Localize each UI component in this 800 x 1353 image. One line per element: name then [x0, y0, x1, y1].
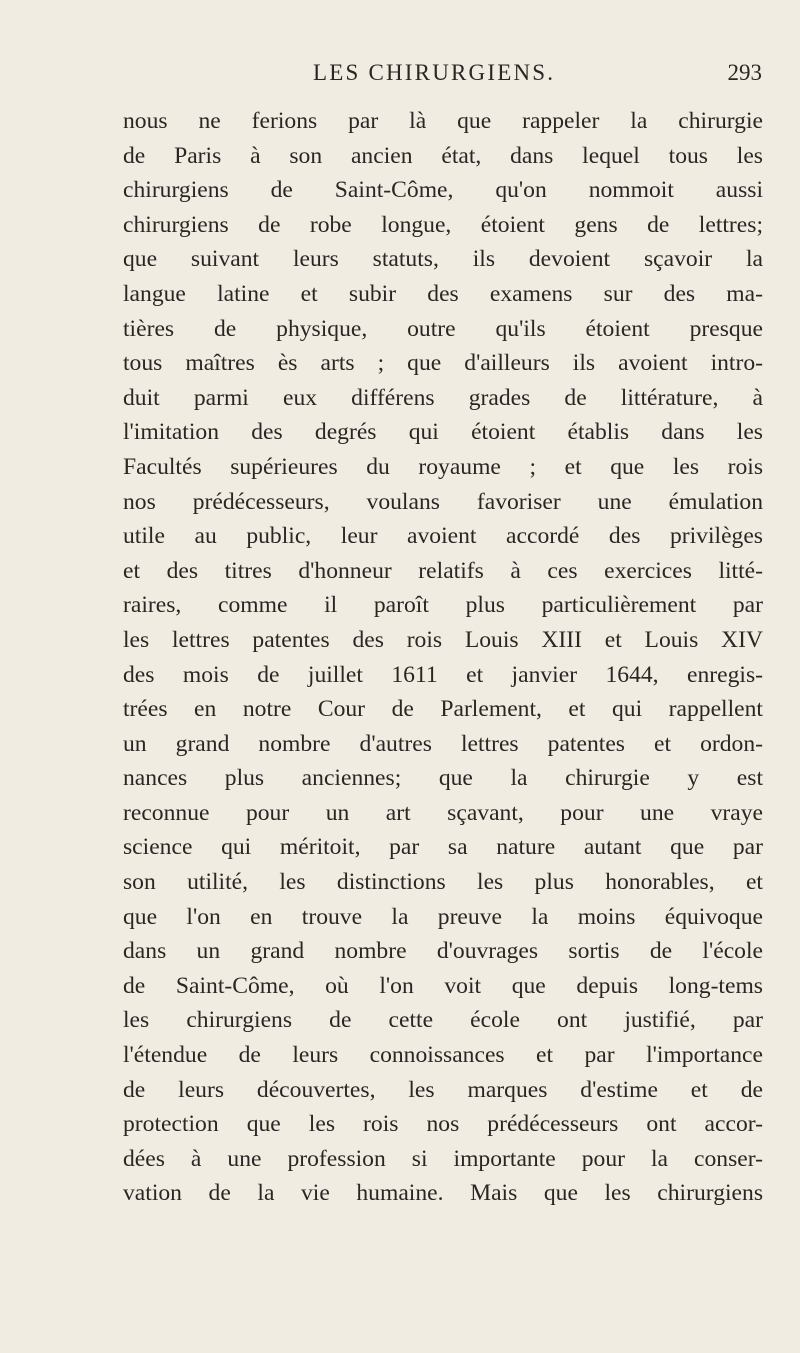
text-line: utile au public, leur avoient accordé des privilèges — [123, 523, 763, 550]
text-line: reconnue pour un art sçavant, pour une vraye — [123, 799, 763, 826]
text-line: son utilité, les distinctions les plus honorables, et — [123, 869, 763, 896]
text-line: langue latine et subir des examens sur des ma- — [123, 280, 763, 307]
text-line: les chirurgiens de cette école ont justifié, par — [123, 1007, 763, 1034]
text-line: protection que les rois nos prédécesseurs ont accor- — [123, 1111, 763, 1138]
text-line: science qui méritoit, par sa nature autant que par — [123, 834, 763, 861]
text-line: les lettres patentes des rois Louis XIII et Louis XIV — [123, 626, 763, 653]
text-line: de leurs découvertes, les marques d'estime et de — [123, 1076, 763, 1103]
text-line: Facultés supérieures du royaume ; et que les rois — [123, 453, 763, 480]
text-line: duit parmi eux différens grades de littérature, à — [123, 384, 763, 411]
text-line: que l'on en trouve la preuve la moins équivoque — [123, 903, 763, 930]
text-line: nances plus anciennes; que la chirurgie y est — [123, 765, 763, 792]
running-title: LES CHIRURGIENS. — [313, 60, 556, 85]
text-line: vation de la vie humaine. Mais que les chirurgiens — [123, 1180, 763, 1207]
text-line: raires, comme il paroît plus particulièrement par — [123, 592, 763, 619]
text-line: de Saint-Côme, où l'on voit que depuis long-tems — [123, 972, 763, 999]
text-line: de Paris à son ancien état, dans lequel tous les — [123, 142, 763, 169]
text-line: nous ne ferions par là que rappeler la chirurgie — [123, 108, 763, 134]
text-line: tous maîtres ès arts ; que d'ailleurs ils avoient intro- — [123, 350, 763, 377]
text-line: chirurgiens de Saint-Côme, qu'on nommoit aussi — [123, 177, 763, 204]
text-line: tières de physique, outre qu'ils étoient presque — [123, 315, 763, 342]
text-line: l'imitation des degrés qui étoient établis dans les — [123, 419, 763, 446]
text-line: chirurgiens de robe longue, étoient gens de lettres; — [123, 211, 763, 238]
text-line: trées en notre Cour de Parlement, et qui rappellent — [123, 696, 763, 723]
page-number: 293 — [727, 60, 762, 85]
text-line: l'étendue de leurs connoissances et par l'importance — [123, 1042, 763, 1069]
body-text — [123, 104, 763, 1211]
text-line: dans un grand nombre d'ouvrages sortis de l'école — [123, 938, 763, 965]
text-line: et des titres d'honneur relatifs à ces exercices litté- — [123, 557, 763, 584]
running-head — [120, 54, 762, 94]
text-line: que suivant leurs statuts, ils devoient sçavoir la — [123, 246, 763, 273]
text-line: des mois de juillet 1611 et janvier 1644, enregis- — [123, 661, 763, 688]
text-line: nos prédécesseurs, voulans favoriser une émulation — [123, 488, 763, 515]
text-line: un grand nombre d'autres lettres patentes et ordon- — [123, 730, 763, 757]
text-line: dées à une profession si importante pour la conser- — [123, 1145, 763, 1172]
